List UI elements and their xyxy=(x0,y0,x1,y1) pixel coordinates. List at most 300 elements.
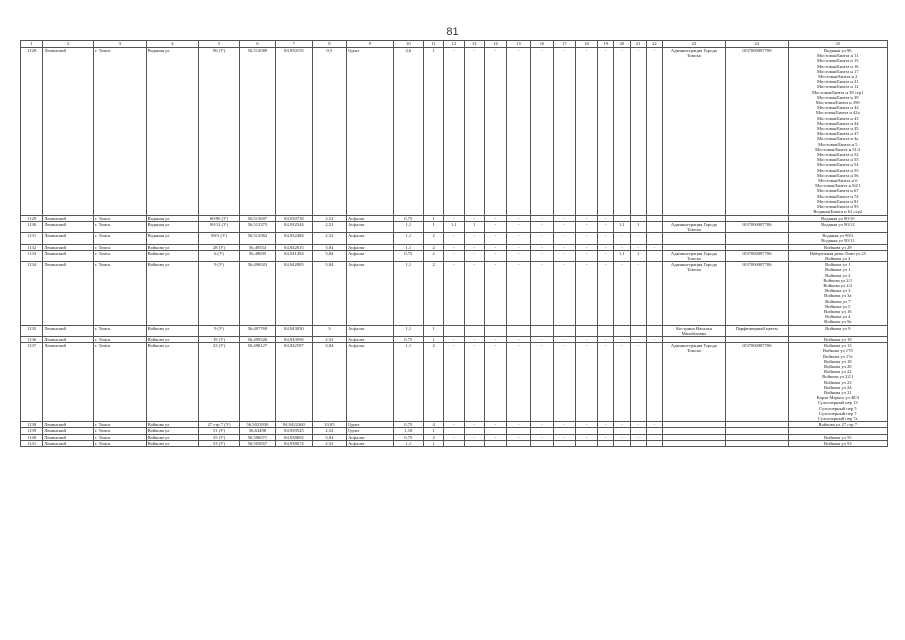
address-line: Войкова ул 3 xyxy=(825,288,851,294)
table-cell: 56,512375 xyxy=(239,221,275,232)
table-cell: - xyxy=(575,233,597,244)
address-line: Карла Маркса ул 48/4 xyxy=(816,395,859,401)
table-cell: 9 (У) xyxy=(199,325,240,336)
column-header: 25 xyxy=(788,41,887,48)
address-line: Мостовая/Бимта н 44 xyxy=(816,120,859,126)
table-cell: - xyxy=(614,244,630,250)
address-line: Мостовая/Бимта н 56 xyxy=(816,172,859,178)
table-cell: 56,512089 xyxy=(239,48,275,216)
table-cell: 2,6 xyxy=(393,48,423,216)
column-header: 24 xyxy=(725,41,788,48)
address-line: Войкова ул 27 стр 7 xyxy=(818,422,858,428)
table-cell: 84,943956 xyxy=(276,336,312,342)
table-cell: - xyxy=(507,434,531,440)
table-cell: - xyxy=(575,434,597,440)
page-number: 81 xyxy=(446,26,459,38)
table-row xyxy=(21,343,888,422)
table-cell: 1 xyxy=(424,48,444,216)
table-cell: 23 (У) xyxy=(199,343,240,422)
table-cell: 56,5023930 xyxy=(239,422,275,428)
table-row xyxy=(21,250,888,261)
table-cell: 1,18 xyxy=(393,428,423,434)
address-line: Мостовая/Бимта н 2 xyxy=(818,74,858,80)
table-cell: Асфальт xyxy=(347,244,394,250)
table-cell: 56,497769 xyxy=(239,325,275,336)
table-cell: 2,52 xyxy=(312,215,346,221)
table-cell xyxy=(484,325,506,336)
table-cell: 1 xyxy=(630,221,646,232)
table-cell xyxy=(725,440,788,446)
table-cell: - xyxy=(507,262,531,325)
column-header: 16 xyxy=(531,41,553,48)
table-cell: - xyxy=(575,250,597,261)
table-cell: 1 xyxy=(424,440,444,446)
address-line: Войкова ул 24 xyxy=(824,384,852,390)
table-cell: г. Томск xyxy=(93,325,146,336)
table-cell: - xyxy=(598,233,614,244)
table-row xyxy=(21,440,888,446)
table-cell: - xyxy=(575,244,597,250)
table-row xyxy=(21,262,888,325)
table-cell: Асфальт xyxy=(347,215,394,221)
column-header: 12 xyxy=(444,41,464,48)
table-cell: г. Томск xyxy=(93,221,146,232)
table-cell: 1,1 xyxy=(393,440,423,446)
table-cell: Ленинский xyxy=(43,250,94,261)
table-cell: 1,1 xyxy=(393,262,423,325)
table-cell: - xyxy=(646,244,662,250)
table-cell: 1037000087706 xyxy=(725,221,788,232)
column-header: 20 xyxy=(614,41,630,48)
table-cell: Ленинский xyxy=(43,428,94,434)
table-cell: 6 (У) xyxy=(199,250,240,261)
table-cell: - xyxy=(484,48,506,216)
table-cell: Администрация Города Томска xyxy=(663,48,726,216)
address-line: Войкова ул 5 xyxy=(825,303,851,309)
column-header: 7 xyxy=(276,41,312,48)
table-cell: - xyxy=(464,434,484,440)
table-cell xyxy=(507,440,531,446)
table-cell: - xyxy=(553,434,575,440)
table-cell: г. Томск xyxy=(93,440,146,446)
address-line: Войкова ул 53 xyxy=(824,440,852,446)
table-cell: 0,75 xyxy=(393,422,423,428)
address-line: Мостовая/Бимта н 53 xyxy=(816,157,859,163)
table-cell: 56,503657 xyxy=(239,440,275,446)
table-cell: 1 xyxy=(424,428,444,434)
address-line: Мостовая/Бимта н 54 xyxy=(816,162,859,168)
table-cell: - xyxy=(484,262,506,325)
table-cell: Асфальт xyxy=(347,440,394,446)
column-header: 8 xyxy=(312,41,346,48)
table-cell: - xyxy=(531,233,553,244)
address-line: Войкова ул 20 xyxy=(824,363,852,369)
registry-table xyxy=(20,40,888,447)
table-cell: 53 (У) xyxy=(199,440,240,446)
table-cell: - xyxy=(464,250,484,261)
table-cell: - xyxy=(598,221,614,232)
address-list-cell xyxy=(788,221,887,232)
table-cell: - xyxy=(507,336,531,342)
table-cell: Ленинский xyxy=(43,215,94,221)
address-line: Войкова ул 2/1 xyxy=(823,277,853,283)
table-cell: 0,75 xyxy=(393,336,423,342)
table-cell: - xyxy=(646,48,662,216)
table-cell: - xyxy=(531,48,553,216)
table-cell: - xyxy=(484,336,506,342)
table-cell: - xyxy=(630,233,646,244)
table-cell: Водяная ул xyxy=(146,233,199,244)
address-line: Мостовая/Бимта н 4а xyxy=(817,136,859,142)
column-header: 10 xyxy=(393,41,423,48)
table-row xyxy=(21,221,888,232)
address-line: Мостовая/Бимта н 43 xyxy=(816,115,859,121)
table-cell: - xyxy=(507,250,531,261)
address-line: Войкова ул 55 xyxy=(824,434,852,440)
table-cell: 1,1 xyxy=(393,343,423,422)
address-line: Войкова ул 17а xyxy=(822,353,853,359)
table-cell: Асфальт xyxy=(347,336,394,342)
table-cell: Войкова ул xyxy=(146,434,199,440)
table-cell: 96 (У) xyxy=(199,48,240,216)
column-header: 14 xyxy=(484,41,506,48)
table-cell xyxy=(444,325,464,336)
column-header: 23 xyxy=(663,41,726,48)
address-line: Войкова ул 28 xyxy=(824,244,852,250)
table-cell: Грунт xyxy=(347,422,394,428)
address-list-cell xyxy=(788,325,887,336)
table-cell xyxy=(553,325,575,336)
table-cell: Грунт xyxy=(347,428,394,434)
table-cell: г. Томск xyxy=(93,422,146,428)
address-line: Мостовая/Бимта н 47 xyxy=(816,131,859,137)
table-cell: - xyxy=(630,336,646,342)
address-line: Войкова ул 1 xyxy=(825,262,851,268)
table-cell: - xyxy=(553,422,575,428)
table-cell: Ленинский xyxy=(43,233,94,244)
address-line: Водяная/Бимта н 62 стр2 xyxy=(813,209,863,215)
address-line: Мостовая/Бимта н 74 xyxy=(816,193,859,199)
address-line: Мостовая/Бимта н 15 xyxy=(816,58,859,64)
table-cell: 80/90 (У) xyxy=(199,215,240,221)
table-cell: Ленинский xyxy=(43,440,94,446)
table-cell xyxy=(598,325,614,336)
address-line: Мостовая/Бимта н 52 xyxy=(816,152,859,158)
table-cell xyxy=(464,440,484,446)
table-cell: - xyxy=(464,422,484,428)
table-cell xyxy=(507,325,531,336)
table-cell: 84,930738 xyxy=(276,215,312,221)
table-cell: 19 (У) xyxy=(199,336,240,342)
table-cell: - xyxy=(553,48,575,216)
table-cell xyxy=(630,325,646,336)
table-cell: 2,52 xyxy=(312,221,346,232)
address-line: Войкова ул 3а xyxy=(824,293,852,299)
table-cell xyxy=(646,440,662,446)
table-row xyxy=(21,48,888,216)
table-cell: - xyxy=(464,48,484,216)
table-cell: - xyxy=(598,262,614,325)
column-header: 2 xyxy=(43,41,94,48)
table-cell: - xyxy=(575,422,597,428)
address-line: Войкова ул 7 xyxy=(825,298,851,304)
address-line: Набережная реки Томи ул 25 xyxy=(809,250,866,256)
table-cell: г. Томск xyxy=(93,215,146,221)
table-cell: Асфальт xyxy=(347,325,394,336)
table-cell: - xyxy=(464,244,484,250)
table-cell: 0,75 xyxy=(393,434,423,440)
table-cell: Администрация Города Томска xyxy=(663,250,726,261)
table-cell: Войкова ул xyxy=(146,440,199,446)
table-cell: - xyxy=(646,422,662,428)
column-header: 4 xyxy=(146,41,199,48)
table-cell: Войкова ул xyxy=(146,244,199,250)
table-cell: Администрация Города Томска xyxy=(663,262,726,325)
address-list-cell xyxy=(788,233,887,244)
table-cell: г. Томск xyxy=(93,244,146,250)
table-cell: - xyxy=(444,262,464,325)
table-cell: 2 xyxy=(424,244,444,250)
table-cell: г. Томск xyxy=(93,434,146,440)
table-cell: - xyxy=(614,262,630,325)
table-cell: - xyxy=(614,233,630,244)
address-line: Мостовая/Бимта н 51/2 xyxy=(815,146,861,152)
address-list-cell xyxy=(788,250,887,261)
address-line: Водяная ул 96 xyxy=(823,48,852,53)
table-cell: Ленинский xyxy=(43,262,94,325)
table-cell xyxy=(598,440,614,446)
table-row xyxy=(21,233,888,244)
table-cell: Администрация Города Томска xyxy=(663,221,726,232)
table-cell: г. Томск xyxy=(93,48,146,216)
table-cell: Асфальт xyxy=(347,434,394,440)
table-cell xyxy=(614,440,630,446)
table-cell: Водяная ул xyxy=(146,48,199,216)
table-cell: 2,52 xyxy=(312,233,346,244)
table-cell xyxy=(646,250,662,261)
table-cell: - xyxy=(484,244,506,250)
table-cell: Войкова ул xyxy=(146,422,199,428)
table-cell: - xyxy=(507,244,531,250)
table-cell: 5,84 xyxy=(312,343,346,422)
table-cell: - xyxy=(575,336,597,342)
table-cell: - xyxy=(444,250,464,261)
table-cell: - xyxy=(531,422,553,428)
address-line: Войкова ул 2/2 xyxy=(823,282,853,288)
table-cell xyxy=(531,325,553,336)
table-cell: 1137 xyxy=(21,343,43,422)
address-line: Водяная ул 90/12 xyxy=(821,221,855,227)
address-list-cell xyxy=(788,343,887,422)
table-cell: 9 (У) xyxy=(199,262,240,325)
address-line: Войкова ул 23 xyxy=(824,379,852,385)
table-cell: 56,63498 xyxy=(239,428,275,434)
table-cell: 10,05 xyxy=(312,422,346,428)
table-cell: - xyxy=(484,343,506,422)
table-cell: - xyxy=(444,422,464,428)
table-cell: - xyxy=(598,215,614,221)
table-cell: - xyxy=(484,250,506,261)
table-cell: 1037000087706 xyxy=(725,343,788,422)
table-cell: 51 (У) xyxy=(199,428,240,434)
table-cell: - xyxy=(553,244,575,250)
table-cell: 84,941494 xyxy=(276,250,312,261)
table-cell: - xyxy=(444,48,464,216)
table-cell: 56,513697 xyxy=(239,215,275,221)
table-cell: 84,932484 xyxy=(276,233,312,244)
table-cell xyxy=(614,325,630,336)
table-cell: - xyxy=(507,48,531,216)
address-line: Сухоозерный пер 13 xyxy=(817,400,858,406)
table-cell: - xyxy=(598,250,614,261)
column-header: 17 xyxy=(553,41,575,48)
table-cell: г. Томск xyxy=(93,336,146,342)
table-cell: - xyxy=(444,244,464,250)
table-cell: 56,49695 xyxy=(239,250,275,261)
address-line: Войкова ул 22 xyxy=(824,369,852,375)
column-header: 6 xyxy=(239,41,275,48)
table-cell: 84,9422360 xyxy=(276,422,312,428)
table-cell: 2,52 xyxy=(312,336,346,342)
table-cell: - xyxy=(575,215,597,221)
table-cell xyxy=(646,233,662,244)
table-cell: 55 (У) xyxy=(199,434,240,440)
table-cell: - xyxy=(531,434,553,440)
table-cell: - xyxy=(630,434,646,440)
table-cell: Асфальт xyxy=(347,250,394,261)
address-line: Мостовая/Бимта н 16 xyxy=(816,63,859,69)
column-header: 22 xyxy=(646,41,662,48)
address-line: Войкова ул 17б xyxy=(822,348,853,354)
table-cell: 1,1 xyxy=(393,244,423,250)
table-cell: г. Томск xyxy=(93,343,146,422)
table-cell: Ленинский xyxy=(43,422,94,428)
table-cell: - xyxy=(598,48,614,216)
address-line: Сухоозерный пер 7 xyxy=(819,410,857,416)
address-line: Войкова ул 9 xyxy=(825,325,851,331)
table-cell: Ленинский xyxy=(43,434,94,440)
table-cell: 1132 xyxy=(21,244,43,250)
table-cell: 1135 xyxy=(21,325,43,336)
table-cell: 1141 xyxy=(21,440,43,446)
table-cell: Парфюмерный цветы xyxy=(725,325,788,336)
table-cell: 1037000087706 xyxy=(725,250,788,261)
address-line: Мостовая/Бимта н 67 xyxy=(816,188,859,194)
table-cell: Асфальт xyxy=(347,221,394,232)
table-cell: - xyxy=(630,422,646,428)
table-cell xyxy=(444,440,464,446)
table-cell: 1 xyxy=(424,336,444,342)
table-cell: - xyxy=(444,233,464,244)
table-cell: 0,5 xyxy=(312,48,346,216)
address-line: Мостовая/Бимта н 45 xyxy=(816,126,859,132)
table-cell: 90/3 (У) xyxy=(199,233,240,244)
table-cell: - xyxy=(464,262,484,325)
column-header: 3 xyxy=(93,41,146,48)
address-line: Мостовая/Бимта н 12 xyxy=(816,84,859,90)
table-cell: - xyxy=(531,244,553,250)
table-cell: Водяная ул xyxy=(146,221,199,232)
table-cell: 1,1 xyxy=(444,221,464,232)
table-cell: 5,84 xyxy=(312,434,346,440)
table-cell: Кострина Наталья Михайловна xyxy=(663,325,726,336)
table-cell: 84,942805 xyxy=(276,262,312,325)
table-cell: - xyxy=(444,343,464,422)
table-cell: - xyxy=(598,343,614,422)
address-line: Войкова ул 18 xyxy=(824,358,852,364)
address-line: Войкова ул 31 xyxy=(824,390,852,395)
table-cell xyxy=(553,440,575,446)
table-cell: - xyxy=(614,48,630,216)
table-cell: - xyxy=(553,221,575,232)
table-cell: Ленинский xyxy=(43,336,94,342)
table-cell: 1133 xyxy=(21,250,43,261)
table-cell: - xyxy=(507,215,531,221)
address-line: Мостовая/Бимта н 21 xyxy=(816,79,859,85)
table-cell: - xyxy=(507,233,531,244)
table-cell: 84,950155 xyxy=(276,48,312,216)
table-cell: 2 xyxy=(424,262,444,325)
table-cell: - xyxy=(484,233,506,244)
address-line: Войкова ул 13 xyxy=(824,343,852,349)
table-cell: 90/12 (У) xyxy=(199,221,240,232)
table-cell: - xyxy=(464,343,484,422)
table-cell xyxy=(663,233,726,244)
table-cell xyxy=(531,440,553,446)
table-cell: - xyxy=(484,422,506,428)
table-cell xyxy=(646,343,662,422)
column-header: 21 xyxy=(630,41,646,48)
table-cell: 3 xyxy=(312,325,346,336)
table-cell: 2 xyxy=(424,434,444,440)
table-cell: г. Томск xyxy=(93,250,146,261)
table-cell: 84,942597 xyxy=(276,343,312,422)
column-header: 19 xyxy=(598,41,614,48)
table-cell: Ленинский xyxy=(43,221,94,232)
table-cell: - xyxy=(614,434,630,440)
table-cell: - xyxy=(464,233,484,244)
table-cell: 0,75 xyxy=(393,215,423,221)
table-cell: 2,52 xyxy=(312,428,346,434)
table-cell: 56,496923 xyxy=(239,262,275,325)
table-cell: 2 xyxy=(424,343,444,422)
table-cell: - xyxy=(553,215,575,221)
table-cell: 28 (У) xyxy=(199,244,240,250)
table-cell: 1136 xyxy=(21,336,43,342)
table-cell: - xyxy=(553,262,575,325)
table-cell: - xyxy=(464,215,484,221)
table-cell xyxy=(646,262,662,325)
table-cell: - xyxy=(507,221,531,232)
table-cell: 1 xyxy=(630,250,646,261)
table-cell: Войкова ул xyxy=(146,336,199,342)
table-cell: - xyxy=(614,343,630,422)
table-cell: - xyxy=(630,244,646,250)
table-cell xyxy=(575,440,597,446)
table-cell: 1,1 xyxy=(393,233,423,244)
table-cell: 56,498127 xyxy=(239,343,275,422)
address-line: Мостовая/Бимта н 6 xyxy=(818,178,858,184)
address-line: Водяная ул 80/10 xyxy=(821,215,855,221)
table-cell xyxy=(725,233,788,244)
address-line: Сухоозерный пер 7а xyxy=(818,416,858,422)
table-cell: Асфальт xyxy=(347,343,394,422)
table-cell: 27 стр 7 (У) xyxy=(199,422,240,428)
address-line: Мостовая/Бимта н 5 xyxy=(818,141,858,147)
table-cell: - xyxy=(553,336,575,342)
table-cell: 84,942615 xyxy=(276,244,312,250)
table-cell: 1037000087706 xyxy=(725,48,788,216)
